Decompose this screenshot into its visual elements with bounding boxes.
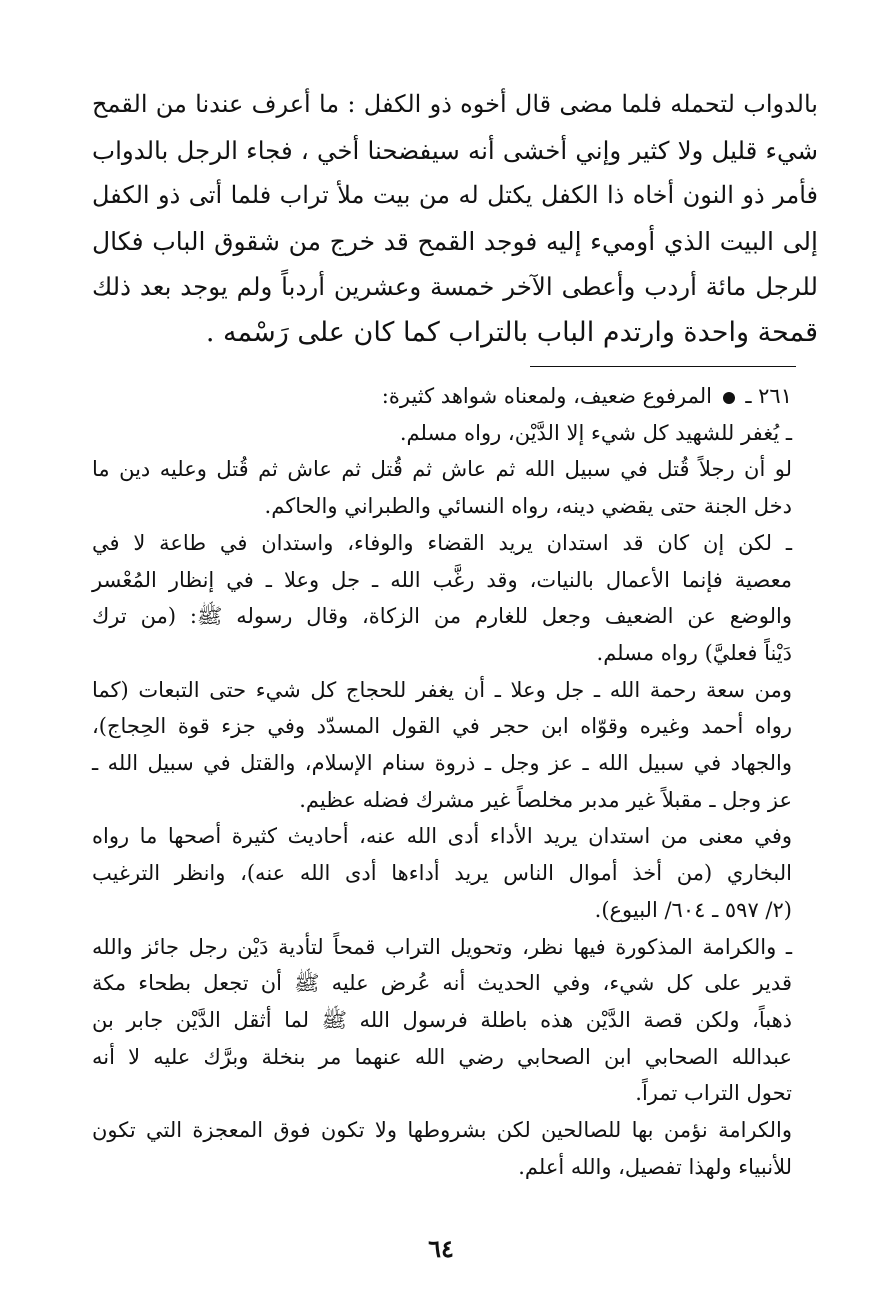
footnote-heading-line (92, 378, 792, 415)
footnote-line: عز وجل ـ مقبلاً غير مدبر مخلصاً غير مشرك فضله عظيم. (299, 787, 792, 812)
footnote-line: المرفوع ضعيف، ولمعناه شواهد كثيرة: (381, 384, 712, 408)
page-number: ٦٤ (428, 1234, 454, 1263)
main-text-line: شيء قليل ولا كثير وإني أخشى أنه سيفضحنا أخي ، فجاء الرجل بالدواب (92, 135, 818, 165)
footnote-number: ٢٦١ ـ (745, 384, 792, 408)
footnote-line: لو أن رجلاً قُتل في سبيل الله ثم عاش ثم قُتل ثم عاش ثم قُتل وعليه دين ما (92, 457, 792, 482)
main-text-line: إلى البيت الذي أوميء إليه فوجد القمح قد خرج من شقوق الباب فكال (92, 226, 818, 256)
footnote-line: البخاري (من أخذ أموال الناس يريد أداءها أدى الله عنه)، وانظر الترغيب (92, 861, 792, 886)
footnote-line: والجهاد في سبيل الله ـ عز وجل ـ ذروة سنام الإسلام، والقتل في سبيل الله ـ (92, 751, 792, 776)
footnote-line: ذهباً، ولكن قصة الدَّيْن هذه باطلة فرسول الله ﷺ لما أثقل الدَّيْن جابر بن (92, 1007, 792, 1032)
footnote-line: معصية فإنما الأعمال بالنيات، وقد رغَّب الله ـ جل وعلا ـ في إنظار المُعْسر (92, 567, 792, 592)
footnote-divider (530, 366, 796, 367)
footnote-line: ومن سعة رحمة الله ـ جل وعلا ـ أن يغفر للحجاج كل شيء حتى التبعات (كما (92, 677, 792, 702)
footnote (92, 378, 792, 1185)
footnote-line: قدير على كل شيء، وفي الحديث أنه عُرض عليه ﷺ أن تجعل بطحاء مكة (92, 971, 792, 996)
footnote-line: ـ والكرامة المذكورة فيها نظر، وتحويل التراب قمحاً لتأدية دَيْن رجل جائز والله (92, 934, 792, 959)
footnote-line: ـ يُغفر للشهيد كل شيء إلا الدَّيْن، رواه مسلم. (399, 420, 792, 445)
footnote-line: دخل الجنة حتى يقضي دينه، رواه النسائي والطبراني والحاكم. (264, 494, 792, 519)
main-text (92, 82, 818, 355)
main-text-line: بالدواب لتحمله فلما مضى قال أخوه ذو الكفل : ما أعرف عندنا من القمح (92, 90, 818, 118)
footnote-line: والكرامة نؤمن بها للصالحين لكن بشروطها ولا تكون فوق المعجزة التي تكون (92, 1118, 792, 1143)
footnote-line: والوضع عن الضعيف وجعل للغارم من الزكاة، وقال رسوله ﷺ: (من ترك (92, 604, 792, 629)
main-text-line: قمحة واحدة وارتدم الباب بالتراب كما كان على رَسْمه . (205, 316, 818, 348)
main-text-line: للرجل مائة أردب وأعطى الآخر خمسة وعشرين أردباً ولم يوجد بعد ذلك (92, 272, 818, 301)
footnote-line: ـ لكن إن كان قد استدان يريد القضاء والوفاء، واستدان في طاعة لا في (92, 530, 792, 555)
footnote-line: (٢/ ٥٩٧ ـ ٦٠٤/ البيوع). (594, 897, 792, 922)
footnote-line: تحول التراب تمراً. (635, 1081, 792, 1106)
footnote-line: للأنبياء ولهذا تفصيل، والله أعلم. (518, 1154, 792, 1179)
footnote-line: وفي معنى من استدان يريد الأداء أدى الله عنه، أحاديث كثيرة أصحها ما رواه (92, 824, 792, 849)
footnote-line: دَيْناً فعليَّ) رواه مسلم. (596, 640, 792, 665)
footnote-line: رواه أحمد وغيره وقوّاه ابن حجر في القول المسدّد وفي جزء قوة الحِجاج)، (92, 714, 792, 739)
footnote-line: عبدالله الصحابي ابن الصحابي رضي الله عنهما مر بنخلة وبرَّك عليه لا أنه (92, 1044, 792, 1069)
main-text-line: فأمر ذو النون أخاه ذا الكفل يكتل له من بيت ملأ تراب فلما أتى ذو الكفل (92, 181, 818, 209)
bullet-icon (723, 392, 735, 404)
